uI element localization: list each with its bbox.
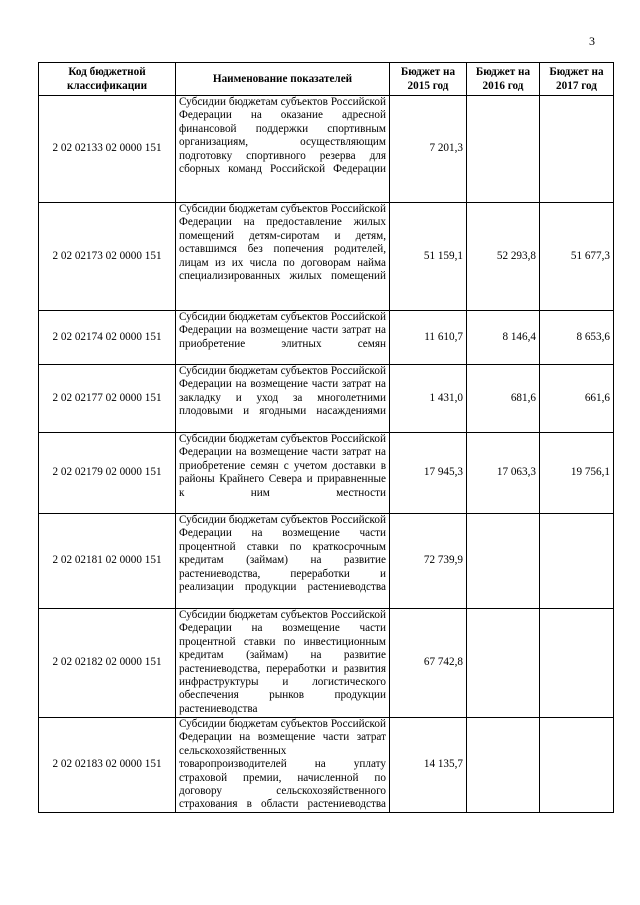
row-budget-2017: 51 677,3 <box>540 203 614 311</box>
table-row <box>39 311 614 365</box>
row-name: Субсидии бюджетам субъектов Российской Федерации на возмещение части процентной ставки по краткосрочным кредитам (займам) на развитие растениеводства, переработки и реализации продукции растениеводства <box>176 514 390 609</box>
row-name: Субсидии бюджетам субъектов Российской Федерации на возмещение части затрат на закладку и уход за многолетними плодовыми и ягодными насаждениями <box>176 365 390 433</box>
budget-table <box>38 62 614 813</box>
row-code: 2 02 02174 02 0000 151 <box>39 311 176 365</box>
row-name: Субсидии бюджетам субъектов Российской Федерации на оказание адресной финансовой поддержки спортивным организациям, осуществляющим подготовку спортивного резерва для сборных команд Российской Федерации <box>176 96 390 203</box>
row-code: 2 02 02179 02 0000 151 <box>39 433 176 514</box>
row-budget-2016 <box>467 514 540 609</box>
row-budget-2017 <box>540 514 614 609</box>
row-code: 2 02 02177 02 0000 151 <box>39 365 176 433</box>
row-budget-2015: 7 201,3 <box>390 96 467 203</box>
row-code: 2 02 02183 02 0000 151 <box>39 718 176 813</box>
table-row <box>39 203 614 311</box>
row-budget-2017 <box>540 609 614 718</box>
row-budget-2016: 17 063,3 <box>467 433 540 514</box>
row-budget-2016: 8 146,4 <box>467 311 540 365</box>
header-code: Код бюджетной классификации <box>39 63 176 96</box>
row-name: Субсидии бюджетам субъектов Российской Федерации на возмещение части процентной ставки по инвестиционным кредитам (займам) на развитие растениеводства, переработки и развития инфраструктуры и логистического обеспечения рынков продукции растениеводства <box>176 609 390 718</box>
row-budget-2015: 11 610,7 <box>390 311 467 365</box>
header-name: Наименование показателей <box>176 63 390 96</box>
row-budget-2017: 19 756,1 <box>540 433 614 514</box>
row-budget-2015: 14 135,7 <box>390 718 467 813</box>
table-row <box>39 514 614 609</box>
row-budget-2015: 72 739,9 <box>390 514 467 609</box>
row-budget-2016 <box>467 609 540 718</box>
table-row <box>39 433 614 514</box>
table-header-row <box>39 63 614 96</box>
row-budget-2016: 52 293,8 <box>467 203 540 311</box>
table-row <box>39 365 614 433</box>
row-code: 2 02 02133 02 0000 151 <box>39 96 176 203</box>
row-name: Субсидии бюджетам субъектов Российской Федерации на возмещение части затрат на приобретение элитных семян <box>176 311 390 365</box>
row-code: 2 02 02173 02 0000 151 <box>39 203 176 311</box>
row-name: Субсидии бюджетам субъектов Российской Федерации на возмещение части затрат сельскохозяйственных товаропроизводителей на уплату страховой премии, начисленной по договору сельскохозяйственного страхования в области растениеводства <box>176 718 390 813</box>
row-budget-2015: 67 742,8 <box>390 609 467 718</box>
row-budget-2017: 8 653,6 <box>540 311 614 365</box>
row-budget-2017: 661,6 <box>540 365 614 433</box>
table-row <box>39 718 614 813</box>
page-number: 3 <box>589 34 595 48</box>
row-budget-2016 <box>467 96 540 203</box>
row-code: 2 02 02181 02 0000 151 <box>39 514 176 609</box>
header-2017: Бюджет на 2017 год <box>540 63 614 96</box>
row-name: Субсидии бюджетам субъектов Российской Федерации на возмещение части затрат на приобретение семян с учетом доставки в районы Крайнего Севера и приравненные к ним местности <box>176 433 390 514</box>
row-budget-2015: 51 159,1 <box>390 203 467 311</box>
row-budget-2015: 1 431,0 <box>390 365 467 433</box>
row-budget-2016: 681,6 <box>467 365 540 433</box>
table-row <box>39 609 614 718</box>
row-budget-2017 <box>540 718 614 813</box>
header-2015: Бюджет на 2015 год <box>390 63 467 96</box>
row-budget-2015: 17 945,3 <box>390 433 467 514</box>
table-row <box>39 96 614 203</box>
row-budget-2017 <box>540 96 614 203</box>
header-2016: Бюджет на 2016 год <box>467 63 540 96</box>
row-name: Субсидии бюджетам субъектов Российской Федерации на предоставление жилых помещений детям-сиротам и детям, оставшимся без попечения родителей, лицам из их числа по договорам найма специализированных жилых помещений <box>176 203 390 311</box>
row-budget-2016 <box>467 718 540 813</box>
row-code: 2 02 02182 02 0000 151 <box>39 609 176 718</box>
